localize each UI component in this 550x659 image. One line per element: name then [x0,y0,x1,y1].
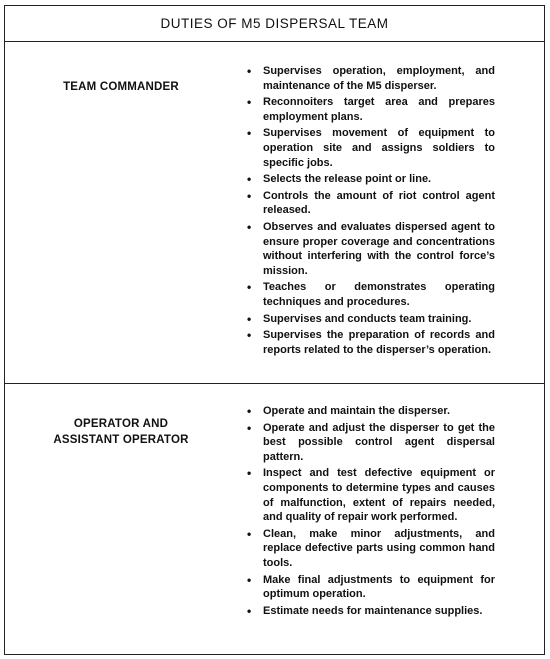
bullet-icon: • [247,526,252,541]
bullet-icon: • [247,328,252,343]
bullet-icon: • [247,280,252,295]
bullet-icon: • [247,404,252,418]
duty-item: • Supervises and conducts team training. [247,311,472,326]
bullet-icon: • [247,64,252,78]
role-label [5,416,237,448]
bullet-icon: • [247,603,252,618]
duty-item: • Estimate needs for maintenance supplies. [247,603,483,618]
operator-row [5,384,544,654]
duty-item: • Reconnoiters target area and prepares employment plans. [247,95,495,123]
title-row [5,6,544,42]
duty-item: • Teaches or demonstrates operating techniques and procedures. [247,280,495,308]
duty-list [243,404,495,620]
bullet-icon: • [247,95,252,110]
team-commander-row [5,42,544,384]
duty-item: • Inspect and test defective equipment or components to determine types and causes of malfunction, extent of repairs needed, and quality of repair work performed. [247,466,495,524]
duty-item: • Supervises operation, employment, and maintenance of the M5 disperser. [247,64,495,92]
duty-item: • Selects the release point or line. [247,172,432,187]
duties-table [4,5,545,655]
role-label [5,79,237,95]
duty-item: • Clean, make minor adjustments, and replace defective parts using common hand tools. [247,526,495,569]
role-line: TEAM COMMANDER [63,81,179,93]
duty-item: • Controls the amount of riot control agent released. [247,188,495,217]
role-line: OPERATOR AND [73,418,169,430]
bullet-icon: • [247,219,252,234]
bullet-icon: • [247,466,252,481]
duty-item: • Operate and adjust the disperser to get the best possible control agent dispersal pattern. [247,420,495,463]
duty-item: • Observes and evaluates dispersed agent to ensure proper coverage and concentrations without interfering with the control force’s mission. [247,219,495,277]
bullet-icon: • [247,311,252,326]
table-title: DUTIES OF M5 DISPERSAL TEAM [160,16,389,31]
duty-item: • Supervises movement of equipment to operation site and assigns soldiers to specific jobs. [247,126,495,169]
bullet-icon: • [247,126,252,141]
bullet-icon: • [247,572,252,587]
duty-item: • Make final adjustments to equipment for optimum operation. [247,572,495,601]
bullet-icon: • [247,172,252,187]
duty-list [243,64,495,359]
duty-item: • Operate and maintain the disperser. [247,404,451,418]
bullet-icon: • [247,188,252,203]
duty-item: • Supervises the preparation of records and reports related to the disperser’s operation. [247,328,495,356]
bullet-icon: • [247,420,252,435]
role-line: ASSISTANT OPERATOR [53,434,189,446]
